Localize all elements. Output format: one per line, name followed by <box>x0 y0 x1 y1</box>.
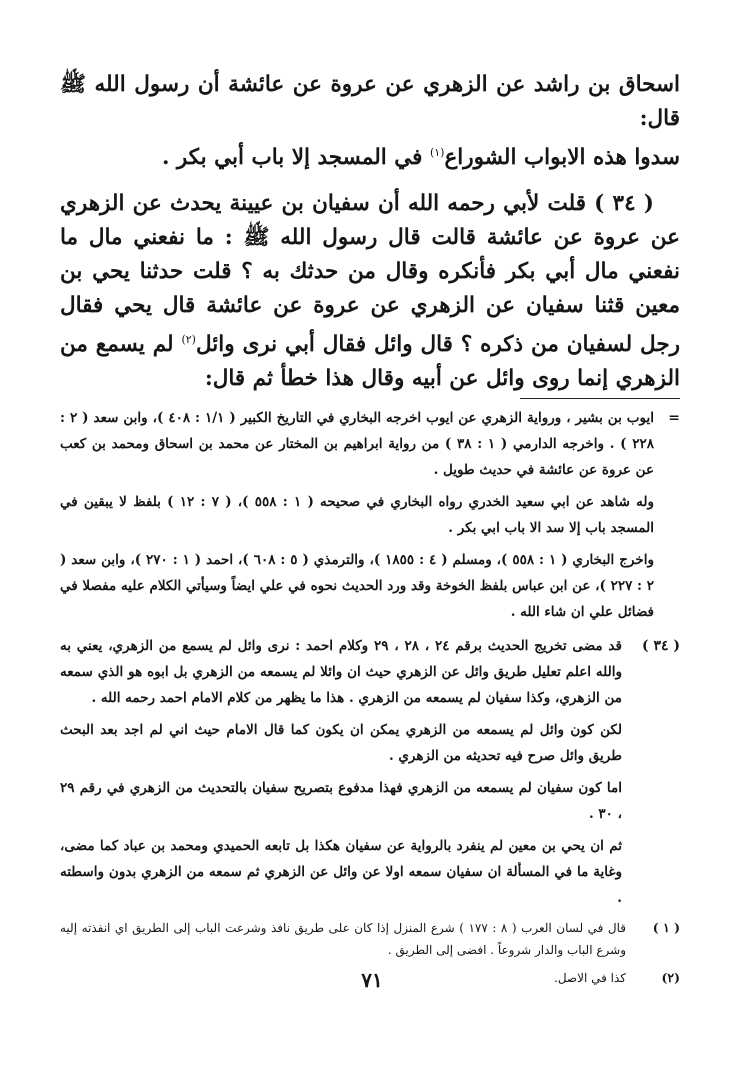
text-run: اسحاق بن راشد عن الزهري عن عروة عن عائشة أن رسول الله ﷺ قال: <box>60 72 680 131</box>
footnote-paragraph: واخرج البخاري ( ١ : ٥٥٨ )، ومسلم ( ٤ : ١٨٥٥ )، والترمذي ( ٥ : ٦٠٨ )، احمد ( ١ : ٢٧٠ )، وابن سعد ( ٢ : ٢٢٧ )، عن ابن عباس بلفظ الخوخة وقد ورد الحديث نحوه في علي ايضاً وسيأتي الكلام عليه مفصلا في فضائل علي ان شاء الله . <box>60 552 654 621</box>
main-paragraph-1 <box>60 68 680 175</box>
footnote-paragraph: وله شاهد عن ابي سعيد الخدري رواه البخاري في صحيحه ( ١ : ٥٥٨ )، ( ٧ : ١٢ ) بلفظ لا يبقين في المسجد باب إلا سد الا باب ابي بكر . <box>60 494 654 537</box>
document-page <box>60 68 680 989</box>
editor-note-mark: (٢) <box>661 970 680 986</box>
editor-note-text: كذا في الاصل. <box>554 971 626 986</box>
footnote-mark: ( ٣٤ ) <box>641 638 680 655</box>
editor-note-mark: ( ١ ) <box>652 920 680 936</box>
page-number: ٧١ <box>361 968 383 992</box>
text-run: لم يسمع من الزهري إنما روى وائل عن أبيه وقال هذا خطأ ثم قال: <box>60 332 680 392</box>
main-text <box>60 68 680 396</box>
footnote-paragraph: ايوب بن بشير ، ورواية الزهري عن ايوب اخرجه البخاري في التاريخ الكبير ( ١/١ : ٤٠٨ )، وابن سعد ( ٢ : ٢٢٨ ) . واخرجه الدارمي ( ١ : ٣٨ ) من رواية ابراهيم بن المختار عن محمد بن اسحاق ومحمد بن كعب عن عروة عن عائشة في حديث طويل . <box>60 410 655 479</box>
footnote-separator <box>60 398 680 399</box>
main-paragraph-2 <box>60 187 680 396</box>
text-run: ( ٣٤ ) قلت لأبي رحمه الله أن سفيان بن عيينة يحدث عن الزهري عن عروة عن عائشة قالت قال رسول الله ﷺ : ما نفعني مال ما نفعني مال أبي بكر فأنكره وقال من حدثك به ؟ قلت حدثنا يحي بن معين قثنا سفيان عن الزهري عن عروة عن عائشة قال يحي فقال رجل لسفيان من ذكره ؟ قال وائل فقال أبي نرى وائل <box>60 191 680 358</box>
footnote-paragraph: لكن كون وائل لم يسمعه من الزهري يمكن ان يكون كما قال الامام حيث اني لم اجد بعد البحث طريق وائل صرح فيه تحديثه من الزهري . <box>60 722 622 765</box>
footnote-paragraph: اما كون سفيان لم يسمعه من الزهري فهذا مدفوع بتصريح سفيان بالتحديث من الزهري في رقم ٢٩ ، ٣٠ . <box>60 780 622 823</box>
footnote-paragraph: قد مضى تخريج الحديث برقم ٢٤ ، ٢٨ ، ٢٩ وكلام احمد : نرى وائل لم يسمع من الزهري، يعني به والله اعلم تعليل طريق وائل عن الزهري حيث ان وائلا لم يسمعه من الزهري بل ابوه هو الذي سمعه من الزهري، وكذا سفيان لم يسمعه من الزهري . هذا ما يظهر من كلام الامام احمد رحمه الله . <box>60 638 622 707</box>
footnote-34 <box>60 633 680 915</box>
footnote-ref-2: (٢) <box>181 333 196 347</box>
footnote-continued <box>60 405 680 629</box>
text-run: سدوا هذه الابواب الشوراع <box>444 145 680 171</box>
editor-note-1 <box>60 917 680 961</box>
footnote-mark: = <box>668 410 680 427</box>
footnote-paragraph: ثم ان يحي بن معين لم ينفرد بالرواية عن سفيان هكذا بل تابعه الحميدي ومحمد بن عباد كما مضى، وغاية ما في المسألة ان سفيان سمعه اولا عن وائل عن الزهري ثم سمعه من الزهري بدون واسطته . <box>60 838 622 907</box>
editor-note-text: قال في لسان العرب ( ٨ : ١٧٧ ) شرع المنزل إذا كان على طريق نافذ وشرعت الباب إلى الطريق اي انفذته إليه وشرع الباب والدار شروعاً . افضى إلى الطريق . <box>60 921 627 958</box>
footnote-ref-1: (١) <box>429 146 445 159</box>
text-run: في المسجد إلا باب أبي بكر . <box>161 145 430 171</box>
